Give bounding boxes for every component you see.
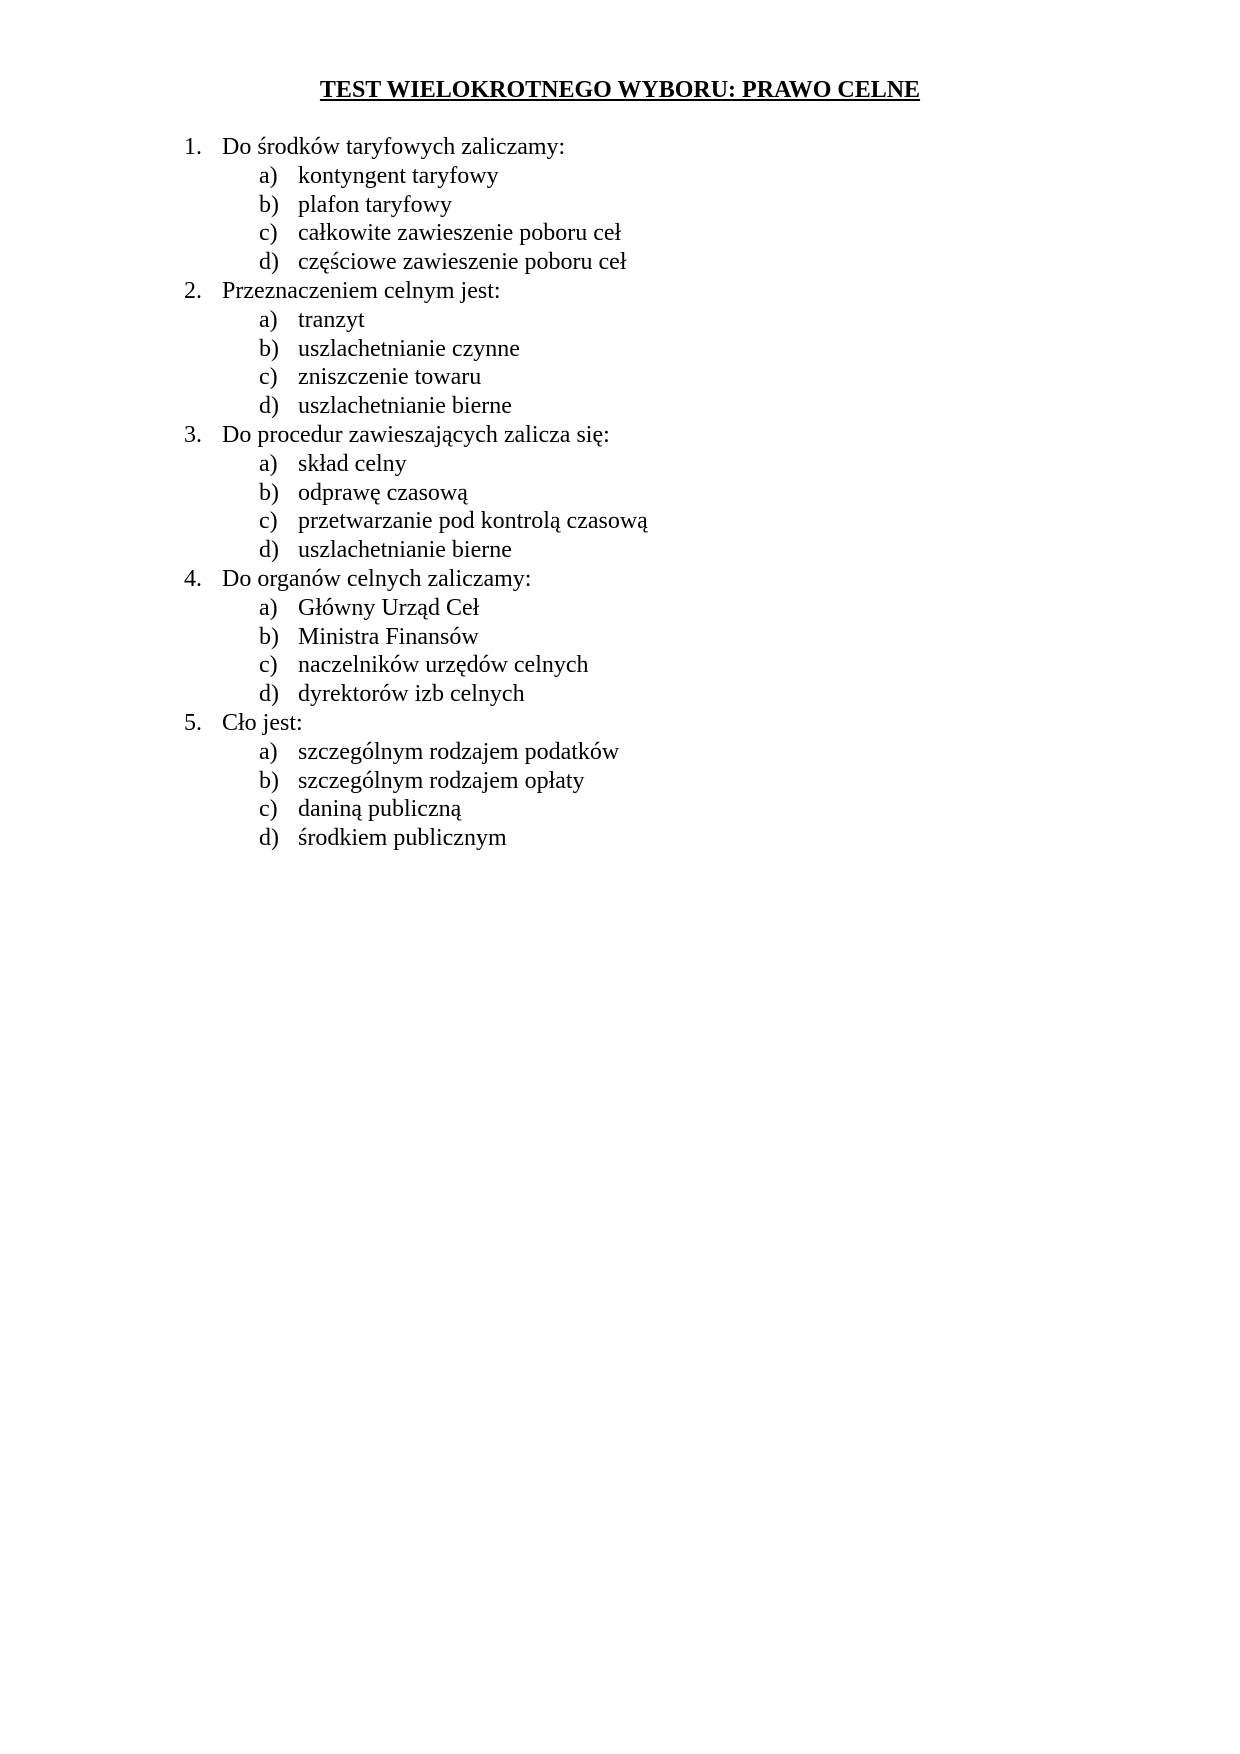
question-text: Do organów celnych zaliczamy: [222,565,532,592]
option-text: szczególnym rodzajem podatków [298,738,620,765]
option-item [184,162,1084,191]
question-number: 2. [184,277,202,304]
option-letter: b) [259,335,279,362]
question-number: 3. [184,421,202,448]
option-letter: b) [259,767,279,794]
option-item [184,507,1084,536]
option-item [184,450,1084,479]
question-text: Przeznaczeniem celnym jest: [222,277,501,304]
option-item [184,306,1084,335]
question-number: 5. [184,709,202,736]
option-text: daniną publiczną [298,796,462,823]
option-text: szczególnym rodzajem opłaty [298,767,585,794]
option-letter: a) [259,594,278,621]
option-list [184,306,1084,421]
option-text: plafon taryfowy [298,191,452,218]
option-item [184,824,1084,853]
option-item [184,623,1084,652]
question-line [184,565,1084,594]
option-letter: c) [259,652,278,679]
option-text: przetwarzanie pod kontrolą czasową [298,508,648,535]
option-item [184,392,1084,421]
question-text: Cło jest: [222,709,303,736]
question-line [184,709,1084,738]
question-item [184,421,1084,565]
option-item [184,594,1084,623]
option-item [184,219,1084,248]
option-letter: d) [259,249,279,276]
document-title: TEST WIELOKROTNEGO WYBORU: PRAWO CELNE [319,77,921,103]
option-item [184,335,1084,364]
option-text: odprawę czasową [298,479,468,506]
option-letter: b) [259,623,279,650]
option-item [184,651,1084,680]
option-text: częściowe zawieszenie poboru ceł [298,249,627,276]
question-text: Do procedur zawieszających zalicza się: [222,421,610,448]
option-item [184,248,1084,277]
option-letter: d) [259,681,279,708]
option-list [184,738,1084,853]
option-letter: a) [259,738,278,765]
question-item [184,277,1084,421]
option-text: środkiem publicznym [298,825,507,852]
option-text: uszlachetnianie bierne [298,537,512,564]
option-text: Główny Urząd Ceł [298,594,480,621]
option-text: naczelników urzędów celnych [298,652,589,679]
option-item [184,363,1084,392]
option-letter: d) [259,537,279,564]
option-list [184,594,1084,709]
option-letter: a) [259,162,278,189]
question-line [184,277,1084,306]
question-text: Do środków taryfowych zaliczamy: [222,134,566,160]
option-text: zniszczenie towaru [298,364,482,391]
option-item [184,680,1084,709]
option-letter: b) [259,479,279,506]
question-line [184,421,1084,450]
option-list [184,162,1084,277]
option-item [184,738,1084,767]
option-item [184,795,1084,824]
option-text: dyrektorów izb celnych [298,681,525,708]
question-number: 1. [184,134,202,160]
option-item [184,191,1084,220]
question-item [184,709,1084,853]
option-letter: a) [259,450,278,477]
question-line [184,133,1084,162]
option-letter: c) [259,220,278,247]
option-letter: c) [259,796,278,823]
option-text: tranzyt [298,306,365,333]
option-text: całkowite zawieszenie poboru ceł [298,220,622,247]
question-number: 4. [184,565,202,592]
option-letter: c) [259,508,278,535]
option-text: Ministra Finansów [298,623,479,650]
option-letter: a) [259,306,278,333]
option-text: skład celny [298,450,407,477]
option-letter: d) [259,393,279,420]
option-list [184,450,1084,565]
option-item [184,767,1084,796]
option-letter: d) [259,825,279,852]
option-letter: c) [259,364,278,391]
option-item [184,536,1084,565]
option-text: uszlachetnianie czynne [298,335,520,362]
option-text: uszlachetnianie bierne [298,393,512,420]
option-letter: b) [259,191,279,218]
question-list [184,133,1084,853]
option-text: kontyngent taryfowy [298,162,499,189]
question-item [184,133,1084,277]
option-item [184,479,1084,508]
question-item [184,565,1084,709]
